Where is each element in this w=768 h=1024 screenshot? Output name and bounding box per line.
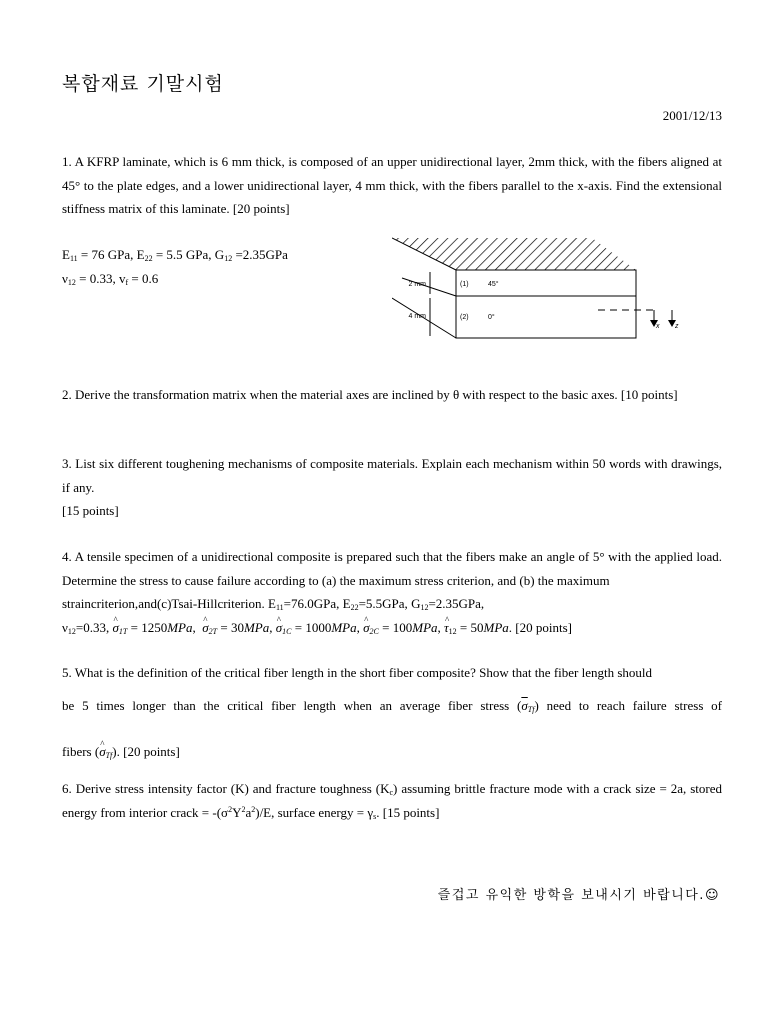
question-5-line-2: be 5 times longer than the critical fiber length when an average fiber stress $(\overline{\sigma}_{Tf})$ need to reach failure stress of xyxy=(62,698,723,714)
page-title: 복합재료 기말시험 xyxy=(62,73,224,95)
axis-x-label: x xyxy=(656,323,660,330)
axis-z-label: z xyxy=(675,323,679,330)
hatched-top-surface xyxy=(392,238,636,270)
moduli-line: $E_{11} = 76$ GPa, $E_{22} = 5.5$ GPa, $G_{12} =2.35GPa$ xyxy=(62,247,288,263)
question-4-text: 4. A tensile specimen of a unidirectional composite is prepared such that the fibers make an angle of 5° with the applied load. Determine the stress to cause failure according to (a) the maximum stress criterion, and (b) the maximum xyxy=(62,549,722,588)
closing-message: 즐겁고 유익한 방학을 보내시기 바랍니다.☺ xyxy=(437,888,720,903)
question-3-points: [15 points] xyxy=(62,503,119,518)
layer-1-angle: 45° xyxy=(488,281,499,288)
question-4-properties-line: straincriterion,and(c)Tsai-Hillcriterion. $E_{11}=76.0GPa$, $E_{22}=5.5GPa$, $G_{12}=2.35GPa$, xyxy=(62,596,485,612)
exam-date: 2001/12/13 xyxy=(662,108,722,123)
question-4 xyxy=(62,545,722,639)
label-4mm: 4 mm xyxy=(408,313,426,320)
question-1-properties xyxy=(62,243,382,290)
layer-1-box xyxy=(456,270,636,296)
question-2-text: 2. Derive the transformation matrix when the material axes are inclined by θ with respect to the basic axes. [10 points] xyxy=(62,387,678,402)
question-5-line-3: fibers (^ $\sigma_{Tf}$). [20 points] xyxy=(62,740,722,764)
layer-2-label: (2) xyxy=(460,314,469,321)
question-2 xyxy=(62,383,722,407)
question-3 xyxy=(62,452,722,523)
layer-1-label: (1) xyxy=(460,281,469,288)
layer-2-angle: 0° xyxy=(488,314,495,321)
question-5-line-1: 5. What is the definition of the critical fiber length in the short fiber composite? Show that the fiber length should xyxy=(62,665,653,680)
question-6: 6. Derive stress intensity factor (K) and fracture toughness $(K_c)$ assuming brittle fracture mode with a crack size = 2a, stored energy from interior crack = $-(\sigma^2Y^2a^2)/E$, surface energy = $\gamma_s$. [15 points] xyxy=(62,781,722,821)
layer-2-box xyxy=(456,296,636,338)
question-1-text: 1. A KFRP laminate, which is 6 mm thick, is composed of an upper unidirectional layer, 2mm thick, with the fibers aligned at 45° to the plate edges, and a lower unidirectional layer, 4 mm thick, with the fibers parallel to the x-axis. Find the extensional stiffness matrix of this laminate. [20 points] xyxy=(62,154,722,216)
question-5 xyxy=(62,661,722,685)
question-1 xyxy=(62,150,722,221)
question-3-text: 3. List six different toughening mechanisms of composite materials. Explain each mechanism within 50 words with drawings, if any. xyxy=(62,456,722,495)
laminate-diagram xyxy=(392,234,692,354)
poisson-line: $\nu_{12} = 0.33$, $v_f = 0.6$ xyxy=(62,270,159,287)
question-4-strengths-line: $\nu_{12}=0.33$, ^ $\sigma_{1T} = 1250MPa$, ^ $\sigma_{2T} = 30MPa$, ^ $\sigma_{1C} = 1000MPa$, ^ $\sigma_{2C} = 100MPa$, ^ $\tau_{12} = 50MPa$. [20 points] xyxy=(62,616,722,640)
label-2mm: 2 mm xyxy=(408,281,426,288)
